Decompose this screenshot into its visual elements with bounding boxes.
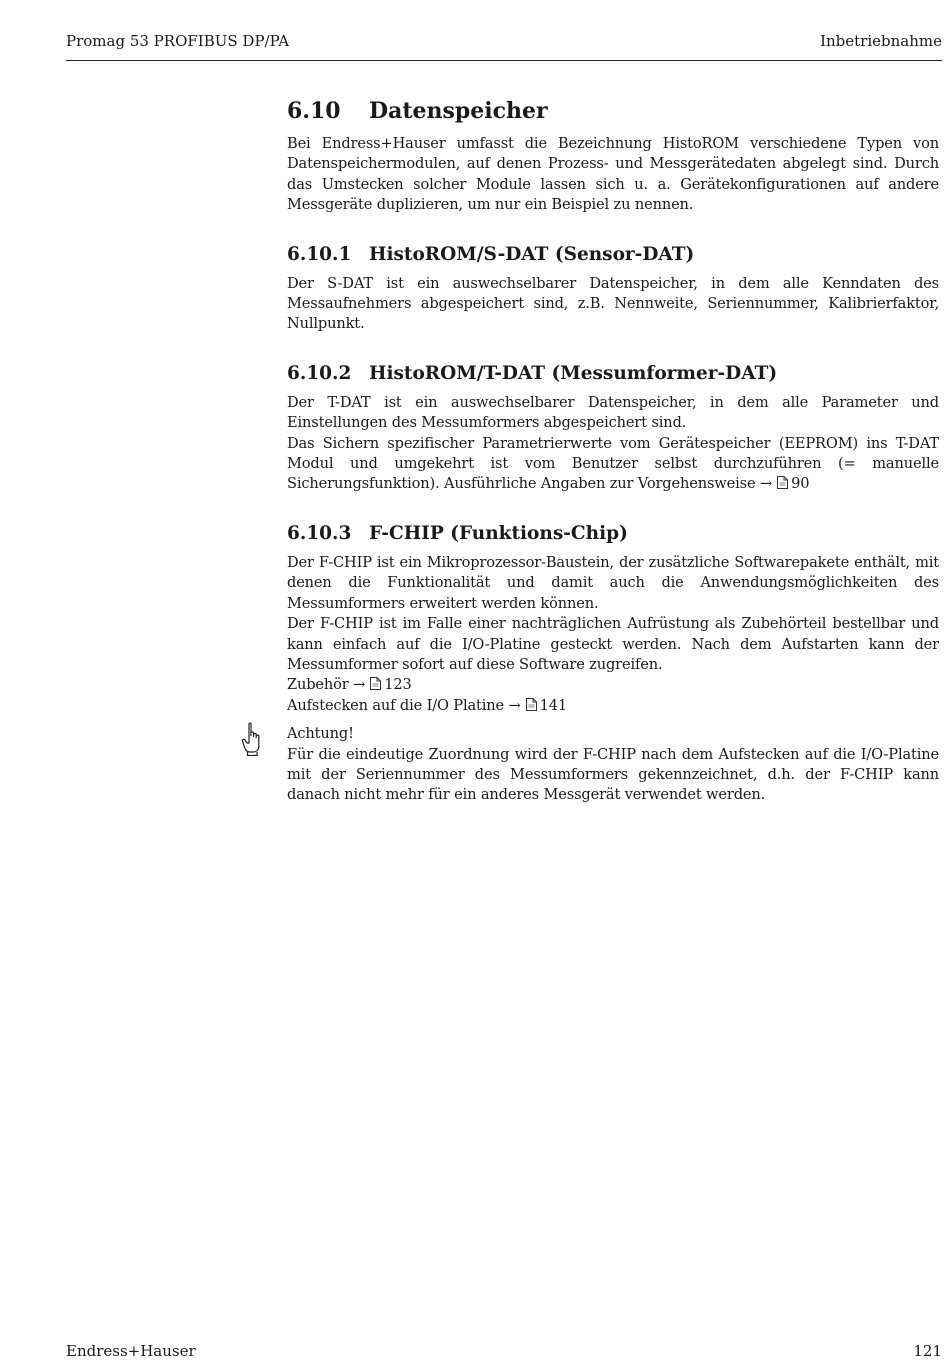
footer-company: Endress+Hauser bbox=[66, 1342, 196, 1360]
pointing-hand-icon bbox=[241, 722, 263, 756]
subsection-title: HistoROM/T-DAT (Messumformer-DAT) bbox=[369, 362, 778, 384]
section-number: 6.10 bbox=[287, 98, 341, 124]
reference-line-accessories bbox=[287, 675, 939, 695]
reference-line-mounting bbox=[287, 696, 939, 716]
arrow-icon: → bbox=[353, 676, 366, 694]
arrow-icon: → bbox=[759, 475, 773, 493]
subsection-number: 6.10.1 bbox=[287, 243, 352, 265]
t-dat-paragraph-1: Der T-DAT ist ein auswechselbarer Datenspeicher, in dem alle Parameter und Einstellungen des Messumformers abgespeichert sind. bbox=[287, 393, 939, 432]
reference-label: Aufstecken auf die I/O Platine bbox=[287, 696, 504, 714]
subsection-heading-s-dat bbox=[287, 242, 939, 268]
page-number: 141 bbox=[539, 696, 567, 714]
subsection-title: F-CHIP (Funktions-Chip) bbox=[369, 522, 628, 544]
header-chapter-title: Inbetriebnahme bbox=[820, 32, 942, 50]
section-intro: Bei Endress+Hauser umfasst die Bezeichnung HistoROM verschiedene Typen von Datenspeichermodulen, auf denen Prozess- und Messgerätedaten abgelegt sind. Durch das Umstecken solcher Module lassen sich u. a. Gerätekonfigurationen auf andere Messgeräte duplizieren, um nur ein Beispiel zu nennen. bbox=[287, 135, 939, 214]
t-dat-paragraph-2 bbox=[287, 434, 939, 495]
t-dat-paragraph-2-text: Das Sichern spezifischer Parametrierwerte vom Gerätespeicher (EEPROM) ins T-DAT Modul und umgekehrt ist vom Benutzer selbst durchzuführen (= manuelle Sicherungsfunktion). Ausführliche Angaben zur Vorgehensweise bbox=[287, 434, 939, 493]
page-reference[interactable] bbox=[509, 697, 567, 714]
page-header bbox=[66, 32, 942, 61]
subsection-heading-t-dat bbox=[287, 361, 939, 387]
page-icon bbox=[777, 476, 788, 489]
subsection-title: HistoROM/S-DAT (Sensor-DAT) bbox=[369, 243, 695, 265]
subsection-number: 6.10.3 bbox=[287, 522, 352, 544]
caution-note bbox=[287, 724, 939, 806]
subsection-heading-f-chip bbox=[287, 521, 939, 547]
main-content bbox=[287, 96, 939, 806]
note-text: Für die eindeutige Zuordnung wird der F-CHIP nach dem Aufstecken auf die I/O-Platine mit der Seriennummer des Messumformers gekennzeichnet, d.h. der F-CHIP kann danach nicht mehr für ein anderes Messgerät verwendet werden. bbox=[287, 745, 939, 804]
f-chip-paragraph-1: Der F-CHIP ist ein Mikroprozessor-Baustein, der zusätzliche Softwarepakete enthält, mit denen die Funktionalität und damit auch die Anwendungsmöglichkeiten des Messumformers erweitert werden können. bbox=[287, 553, 939, 612]
page-number: 123 bbox=[384, 676, 412, 694]
page-number: 90 bbox=[791, 475, 810, 493]
note-title: Achtung! bbox=[287, 725, 354, 743]
arrow-icon: → bbox=[508, 696, 521, 714]
reference-label: Zubehör bbox=[287, 676, 349, 694]
s-dat-paragraph: Der S-DAT ist ein auswechselbarer Datenspeicher, in dem alle Kenndaten des Messaufnehmers abgespeichert sind, z.B. Nennweite, Seriennummer, Kalibrierfaktor, Nullpunkt. bbox=[287, 274, 939, 333]
page-reference[interactable] bbox=[760, 475, 809, 492]
page-reference[interactable] bbox=[353, 676, 411, 693]
header-document-title: Promag 53 PROFIBUS DP/PA bbox=[66, 32, 290, 50]
page-icon bbox=[526, 698, 537, 711]
section-heading bbox=[287, 96, 939, 126]
footer-page-number: 121 bbox=[913, 1342, 942, 1360]
subsection-number: 6.10.2 bbox=[287, 362, 352, 384]
section-title: Datenspeicher bbox=[369, 98, 548, 124]
f-chip-paragraph-2: Der F-CHIP ist im Falle einer nachträglichen Aufrüstung als Zubehörteil bestellbar und kann einfach auf die I/O-Platine gesteckt werden. Nach dem Aufstarten kann der Messumformer sofort auf diese Software zugreifen. bbox=[287, 615, 939, 673]
page-icon bbox=[370, 677, 381, 690]
